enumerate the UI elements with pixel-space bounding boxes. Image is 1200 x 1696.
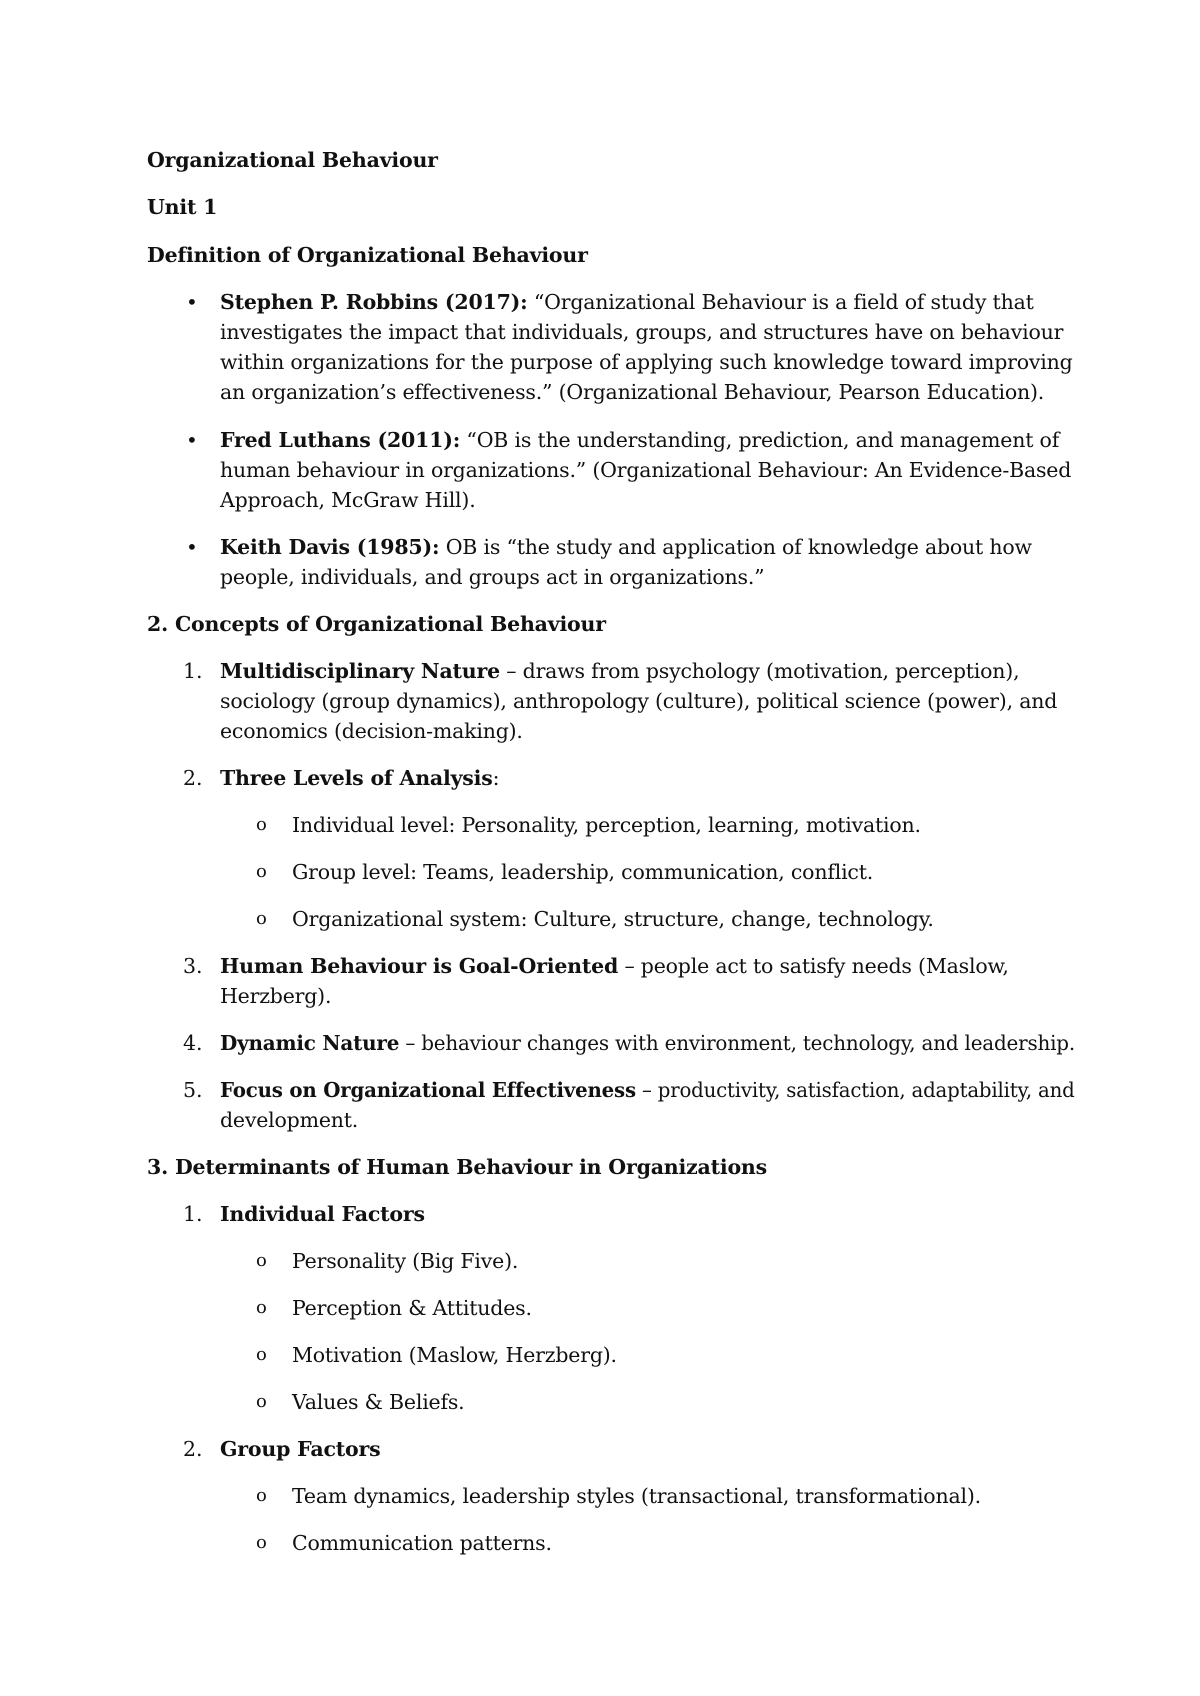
definition-text: within organizations for the purpose of applying such knowledge toward improving — [220, 350, 1073, 374]
determinant-label: Individual Factors — [220, 1202, 425, 1226]
sub-item: Perception & Attitudes. — [292, 1296, 532, 1320]
concept-text: economics (decision-making). — [220, 719, 523, 743]
concept-item — [220, 656, 1019, 686]
concept-label: Human Behaviour is Goal-Oriented — [220, 954, 619, 978]
sub-item: Team dynamics, leadership styles (transactional, transformational). — [292, 1484, 981, 1508]
concept-label: Multidisciplinary Nature — [220, 659, 500, 683]
sub-item: Values & Beliefs. — [292, 1390, 465, 1414]
sub-bullet-icon: o — [256, 814, 267, 835]
unit-label: Unit 1 — [147, 195, 218, 219]
definition-text: “Organizational Behaviour is a field of study that — [527, 290, 1034, 314]
concept-text: development. — [220, 1108, 359, 1132]
concept-label: Focus on Organizational Effectiveness — [220, 1078, 636, 1102]
list-number: 1. — [183, 659, 203, 683]
document-title: Organizational Behaviour — [147, 148, 438, 172]
sub-bullet-icon: o — [256, 1391, 267, 1412]
definition-heading: Definition of Organizational Behaviour — [147, 243, 588, 267]
definition-text: OB is “the study and application of knowledge about how — [439, 535, 1032, 559]
concept-text: sociology (group dynamics), anthropology (culture), political science (power), and — [220, 689, 1058, 713]
sub-bullet-icon: o — [256, 1485, 267, 1506]
list-number: 4. — [183, 1031, 203, 1055]
definition-text: human behaviour in organizations.” (Organizational Behaviour: An Evidence-Based — [220, 458, 1072, 482]
list-number: 2. — [183, 1437, 203, 1461]
definition-author: Fred Luthans (2011): — [220, 428, 461, 452]
concept-text: – behaviour changes with environment, technology, and leadership. — [399, 1031, 1075, 1055]
concept-text: – productivity, satisfaction, adaptability, and — [635, 1078, 1075, 1102]
sub-bullet-icon: o — [256, 1532, 267, 1553]
sub-item: Group level: Teams, leadership, communication, conflict. — [292, 860, 874, 884]
definition-author: Stephen P. Robbins (2017): — [220, 290, 528, 314]
bullet-icon: • — [186, 290, 198, 314]
concept-item — [220, 1028, 1075, 1058]
sub-item: Motivation (Maslow, Herzberg). — [292, 1343, 617, 1367]
definition-davis — [220, 532, 1032, 562]
sub-item: Communication patterns. — [292, 1531, 552, 1555]
bullet-icon: • — [186, 428, 198, 452]
list-number: 2. — [183, 766, 203, 790]
sub-item: Personality (Big Five). — [292, 1249, 519, 1273]
sub-item: Individual level: Personality, perception, learning, motivation. — [292, 813, 921, 837]
bullet-icon: • — [186, 535, 198, 559]
concept-text: – people act to satisfy needs (Maslow, — [618, 954, 1009, 978]
definition-text: investigates the impact that individuals, groups, and structures have on behaviour — [220, 320, 1064, 344]
list-number: 1. — [183, 1202, 203, 1226]
determinants-heading: 3. Determinants of Human Behaviour in Organizations — [147, 1155, 767, 1179]
definition-text: an organization’s effectiveness.” (Organizational Behaviour, Pearson Education). — [220, 380, 1045, 404]
sub-bullet-icon: o — [256, 1344, 267, 1365]
concept-text: Herzberg). — [220, 984, 332, 1008]
definition-text: “OB is the understanding, prediction, and management of — [460, 428, 1060, 452]
concept-item — [220, 763, 499, 793]
concept-item — [220, 951, 1009, 981]
concept-item — [220, 1075, 1075, 1105]
concept-text: : — [492, 766, 500, 790]
concept-label: Three Levels of Analysis — [220, 766, 493, 790]
sub-item: Organizational system: Culture, structure, change, technology. — [292, 907, 934, 931]
concept-label: Dynamic Nature — [220, 1031, 400, 1055]
sub-bullet-icon: o — [256, 1250, 267, 1271]
determinant-label: Group Factors — [220, 1437, 381, 1461]
definition-robbins — [220, 287, 1034, 317]
sub-bullet-icon: o — [256, 861, 267, 882]
sub-bullet-icon: o — [256, 1297, 267, 1318]
concept-text: – draws from psychology (motivation, perception), — [499, 659, 1020, 683]
list-number: 5. — [183, 1078, 203, 1102]
concepts-heading: 2. Concepts of Organizational Behaviour — [147, 612, 606, 636]
definition-luthans — [220, 425, 1059, 455]
definition-author: Keith Davis (1985): — [220, 535, 440, 559]
definition-text: Approach, McGraw Hill). — [220, 488, 476, 512]
list-number: 3. — [183, 954, 203, 978]
sub-bullet-icon: o — [256, 908, 267, 929]
definition-text: people, individuals, and groups act in organizations.” — [220, 565, 765, 589]
